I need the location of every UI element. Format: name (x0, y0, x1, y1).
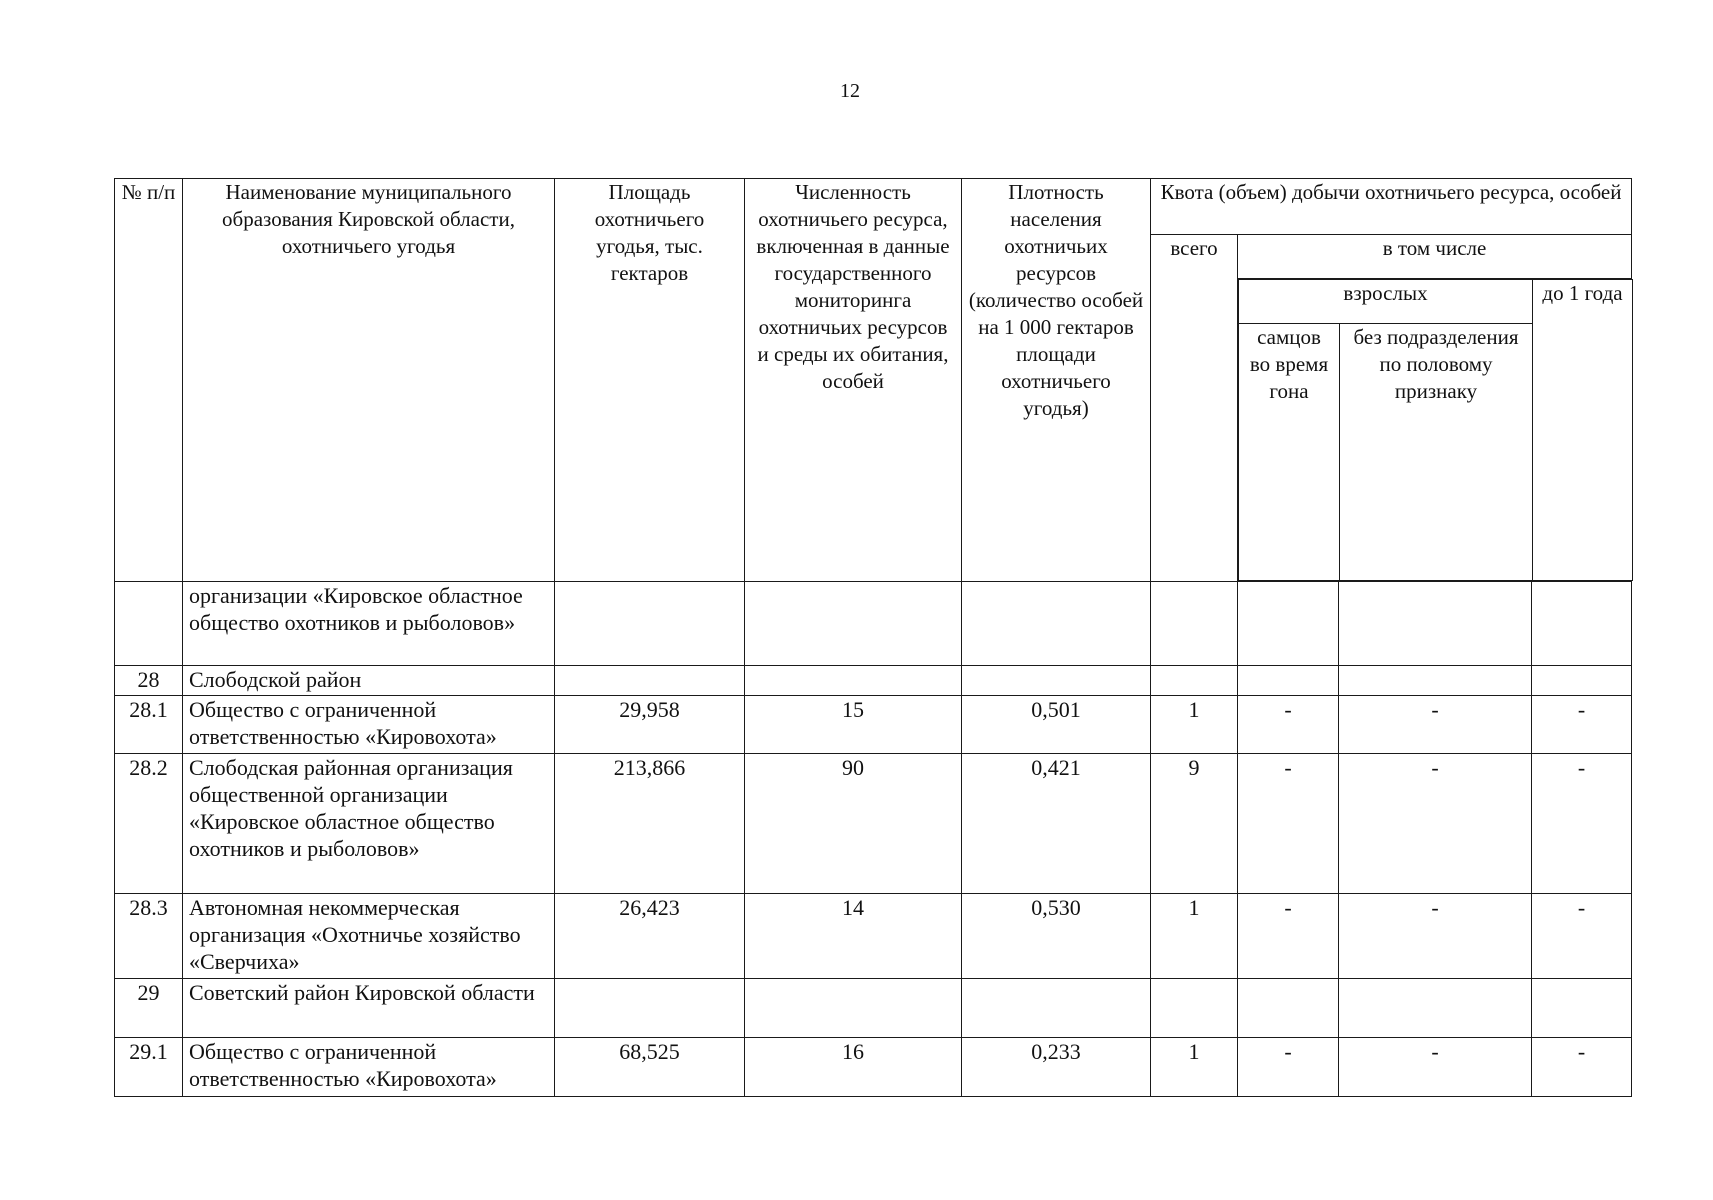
row-males: - (1238, 696, 1339, 754)
table-row (115, 1038, 1632, 1097)
table-row (115, 696, 1632, 754)
row-name: Советский район Кировской области (183, 979, 555, 1038)
table-row (115, 666, 1632, 696)
header-name: Наименование муниципального образования Кировской области, охотничьего угодья (183, 179, 555, 582)
table-header (115, 179, 1632, 582)
row-total: 1 (1151, 894, 1238, 979)
row-males (1238, 582, 1339, 666)
row-density: 0,421 (962, 754, 1151, 894)
row-nosex: - (1339, 754, 1532, 894)
row-total: 9 (1151, 754, 1238, 894)
row-under1: - (1532, 696, 1632, 754)
table-body (115, 582, 1632, 1097)
row-nosex: - (1339, 696, 1532, 754)
row-population: 15 (745, 696, 962, 754)
row-under1 (1532, 582, 1632, 666)
row-population: 90 (745, 754, 962, 894)
row-name: Слободская районная организация общественной организации «Кировское областное общество охотников и рыболовов» (183, 754, 555, 894)
row-population: 16 (745, 1038, 962, 1097)
row-total (1151, 666, 1238, 696)
header-adults: взрослых (1239, 280, 1533, 324)
row-population (745, 582, 962, 666)
row-population (745, 666, 962, 696)
row-nosex (1339, 666, 1532, 696)
header-num: № п/п (115, 179, 183, 582)
row-total (1151, 979, 1238, 1038)
row-nosex (1339, 979, 1532, 1038)
header-no-sex-division: без подразделения по половому признаку (1340, 324, 1533, 581)
row-area: 213,866 (555, 754, 745, 894)
row-area: 29,958 (555, 696, 745, 754)
header-under-one: до 1 года (1533, 280, 1633, 581)
table-row (115, 894, 1632, 979)
row-area (555, 582, 745, 666)
row-area (555, 666, 745, 696)
row-males: - (1238, 1038, 1339, 1097)
row-num: 29 (115, 979, 183, 1038)
row-area (555, 979, 745, 1038)
header-quota: Квота (объем) добычи охотничьего ресурса, особей (1151, 179, 1632, 235)
row-num: 28 (115, 666, 183, 696)
row-population: 14 (745, 894, 962, 979)
row-total: 1 (1151, 1038, 1238, 1097)
header-density: Плотность населения охотничьих ресурсов (количество особей на 1 000 гектаров площади охотничьего угодья) (962, 179, 1151, 582)
row-name: Слободской район (183, 666, 555, 696)
row-density: 0,501 (962, 696, 1151, 754)
row-nosex (1339, 582, 1532, 666)
row-name: Автономная некоммерческая организация «Охотничье хозяйство «Сверчиха» (183, 894, 555, 979)
header-adults-subtable (1238, 279, 1633, 581)
row-nosex: - (1339, 894, 1532, 979)
row-density (962, 666, 1151, 696)
row-males: - (1238, 754, 1339, 894)
row-under1: - (1532, 1038, 1632, 1097)
table-row (115, 582, 1632, 666)
header-population: Численность охотничьего ресурса, включенная в данные государственного мониторинга охотничьих ресурсов и среды их обитания, особей (745, 179, 962, 582)
row-area: 26,423 (555, 894, 745, 979)
row-density (962, 582, 1151, 666)
page-number: 12 (840, 80, 860, 102)
header-total: всего (1151, 235, 1238, 582)
table-row (115, 979, 1632, 1038)
row-num (115, 582, 183, 666)
row-density: 0,530 (962, 894, 1151, 979)
row-total (1151, 582, 1238, 666)
row-population (745, 979, 962, 1038)
row-nosex: - (1339, 1038, 1532, 1097)
row-total: 1 (1151, 696, 1238, 754)
row-num: 28.1 (115, 696, 183, 754)
row-num: 29.1 (115, 1038, 183, 1097)
row-area: 68,525 (555, 1038, 745, 1097)
header-males-rut: самцов во время гона (1239, 324, 1340, 581)
row-num: 28.2 (115, 754, 183, 894)
row-name: организации «Кировское областное общество охотников и рыболовов» (183, 582, 555, 666)
row-name: Общество с ограниченной ответственностью «Кировохота» (183, 1038, 555, 1097)
row-num: 28.3 (115, 894, 183, 979)
row-males (1238, 666, 1339, 696)
row-density (962, 979, 1151, 1038)
row-density: 0,233 (962, 1038, 1151, 1097)
row-under1 (1532, 979, 1632, 1038)
header-including: в том числе (1238, 235, 1632, 279)
row-under1: - (1532, 754, 1632, 894)
quota-table (114, 178, 1632, 1097)
row-name: Общество с ограниченной ответственностью «Кировохота» (183, 696, 555, 754)
table-row (115, 754, 1632, 894)
header-area: Площадь охотничьего угодья, тыс. гектаров (555, 179, 745, 582)
row-males (1238, 979, 1339, 1038)
header-adults-group (1238, 279, 1632, 582)
row-males: - (1238, 894, 1339, 979)
row-under1: - (1532, 894, 1632, 979)
row-under1 (1532, 666, 1632, 696)
